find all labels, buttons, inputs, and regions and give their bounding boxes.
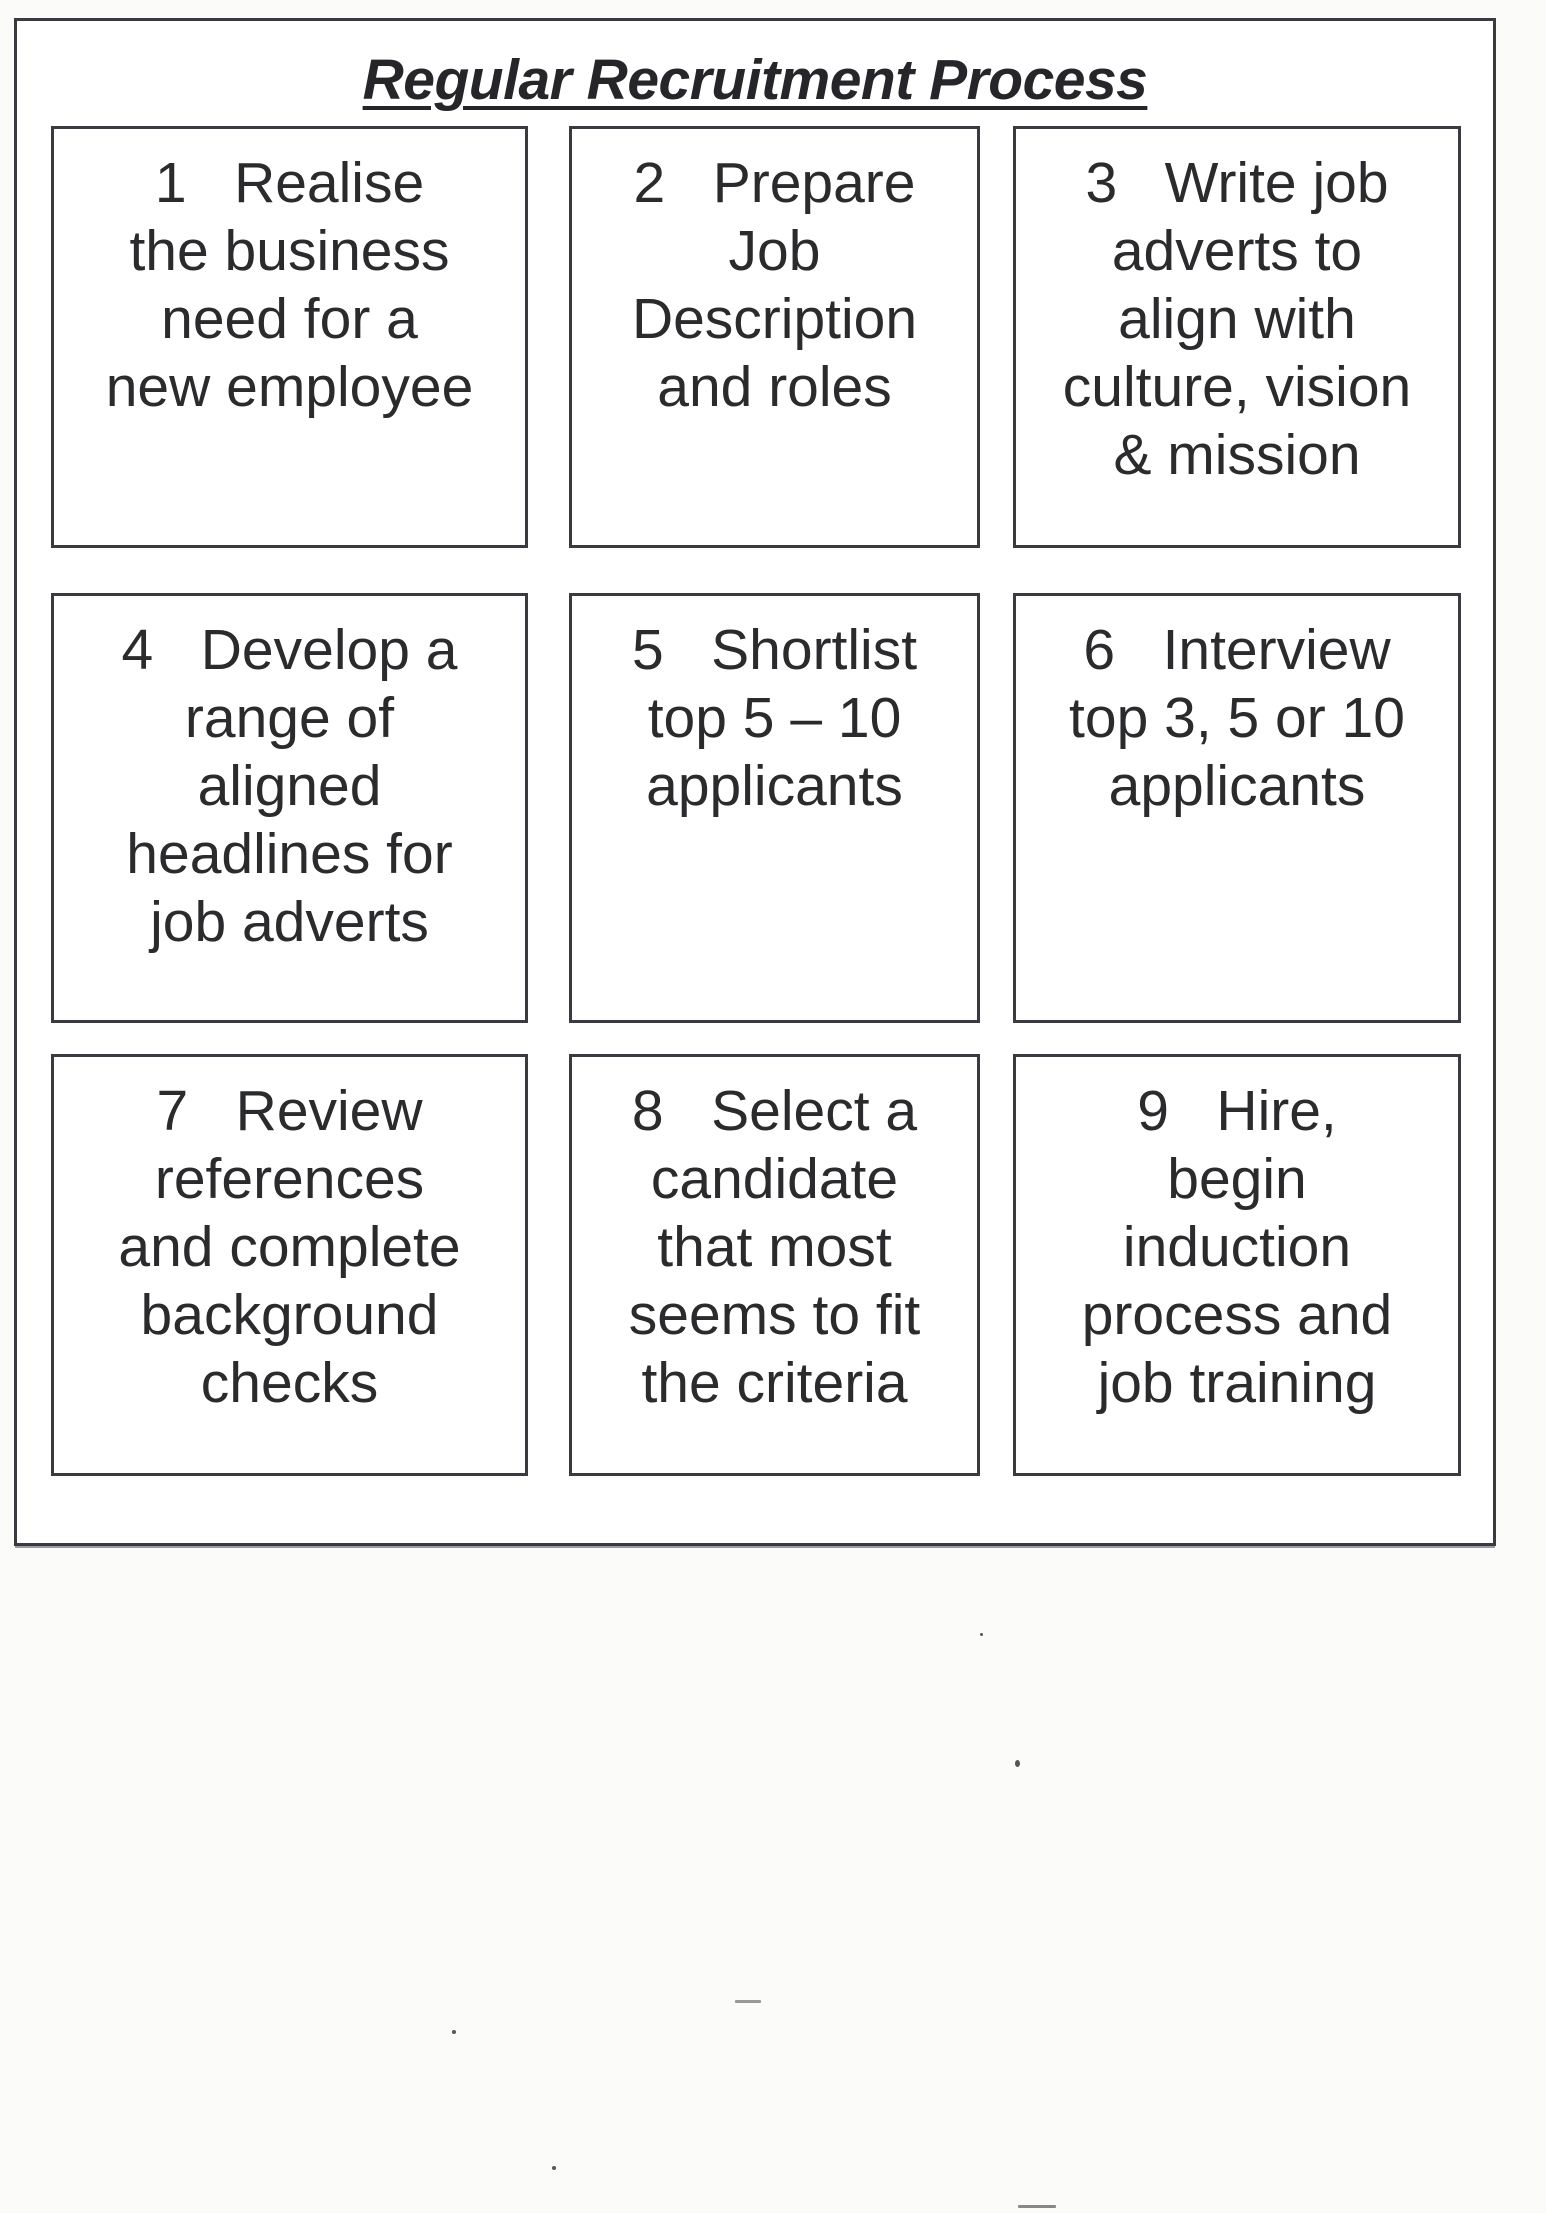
step-text: Select a candidate that most seems to fit the criteria xyxy=(628,1079,921,1415)
scan-speck xyxy=(452,2030,456,2034)
step-text: Write job adverts to align with culture, vision & mission xyxy=(1062,151,1412,487)
scan-speck xyxy=(1015,1760,1020,1767)
step-text: Shortlist top 5 – 10 applicants xyxy=(646,618,918,818)
step-number: 8 xyxy=(631,1079,664,1143)
diagram-title: Regular Recruitment Process xyxy=(362,48,1148,112)
step-text: Hire, begin induction process and job training xyxy=(1081,1079,1393,1415)
step-box-1 xyxy=(51,126,528,548)
step-box-6 xyxy=(1013,593,1461,1023)
step-text: Realise the business need for a new employee xyxy=(105,151,474,419)
step-box-3 xyxy=(1013,126,1461,548)
step-number: 6 xyxy=(1083,618,1116,682)
step-number: 4 xyxy=(121,618,154,682)
step-box-2 xyxy=(569,126,980,548)
step-number: 5 xyxy=(631,618,664,682)
step-number: 9 xyxy=(1137,1079,1169,1143)
step-number: 7 xyxy=(156,1079,189,1143)
step-number: 1 xyxy=(154,151,187,215)
step-box-9 xyxy=(1013,1054,1461,1476)
step-text: Prepare Job Description and roles xyxy=(631,151,918,419)
step-box-8 xyxy=(569,1054,980,1476)
scan-speck xyxy=(1018,2205,1056,2208)
step-text: Interview top 3, 5 or 10 applicants xyxy=(1069,618,1405,818)
scan-speck xyxy=(980,1633,983,1636)
recruitment-process-diagram xyxy=(14,18,1496,1546)
step-number: 2 xyxy=(633,151,666,215)
step-box-7 xyxy=(51,1054,528,1476)
step-grid xyxy=(17,21,1493,1543)
step-text: Develop a range of aligned headlines for job adverts xyxy=(126,618,458,954)
step-box-4 xyxy=(51,593,528,1023)
step-box-5 xyxy=(569,593,980,1023)
scan-speck xyxy=(735,2000,761,2003)
scan-speck xyxy=(552,2166,556,2170)
step-text: Review references and complete background checks xyxy=(118,1079,461,1415)
step-number: 3 xyxy=(1085,151,1118,215)
